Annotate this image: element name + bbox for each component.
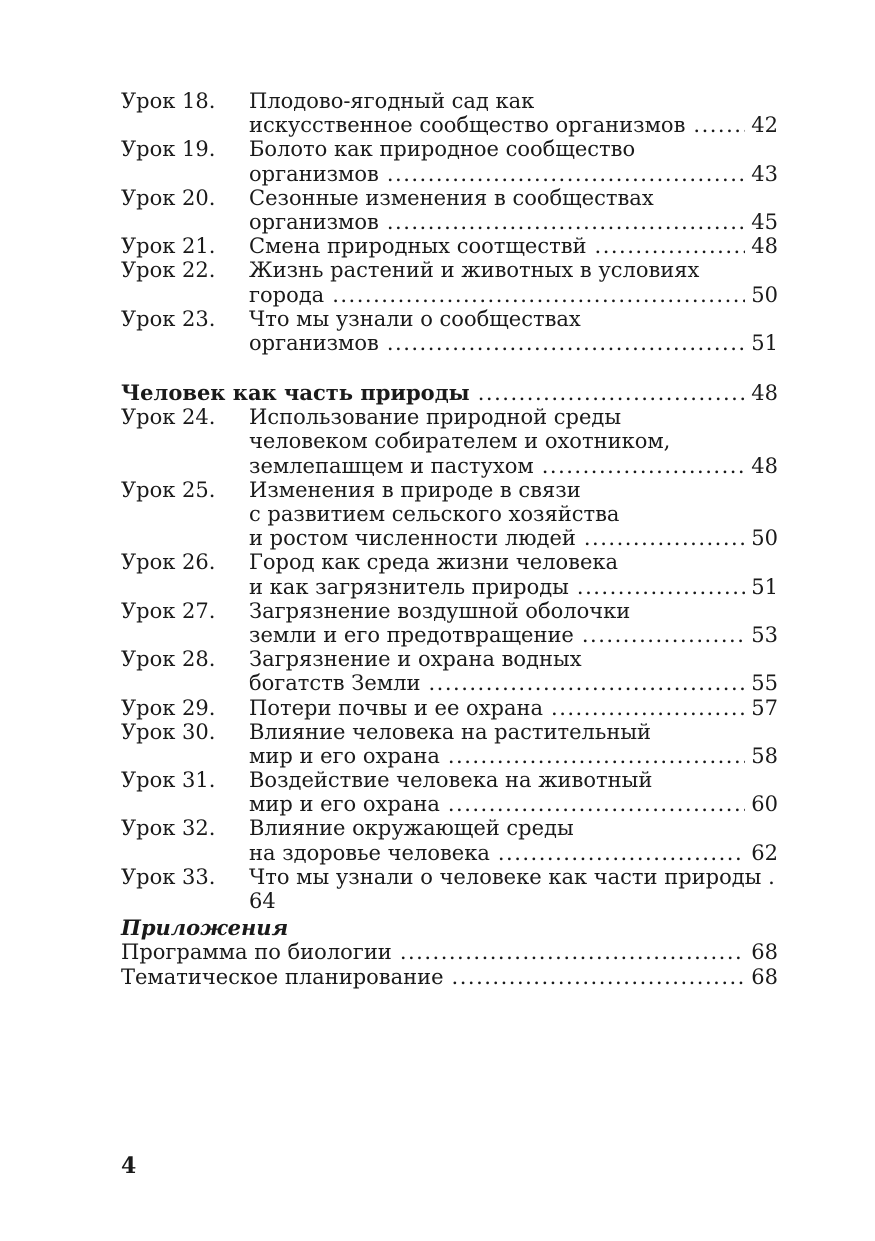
entry-last-line: города bbox=[249, 282, 325, 307]
lesson-number: Урок 23. bbox=[121, 306, 216, 331]
entry-leader-line bbox=[249, 234, 778, 258]
appendix-entry-page: 68 bbox=[751, 964, 778, 989]
entry-leader-line bbox=[249, 792, 778, 816]
entry-page: 62 bbox=[751, 840, 778, 865]
entry-line: Что мы узнали о сообществах bbox=[249, 306, 581, 331]
entry-page: 43 bbox=[751, 161, 778, 186]
entry-leader-line bbox=[249, 526, 778, 550]
section-spacer bbox=[121, 355, 778, 381]
entry-page: 51 bbox=[751, 574, 778, 599]
appendix-entry bbox=[121, 965, 778, 989]
entry-line: Влияние окружающей среды bbox=[249, 816, 574, 841]
dot-leader bbox=[498, 841, 745, 865]
lesson-number: Урок 28. bbox=[121, 647, 216, 672]
entry-body bbox=[249, 137, 778, 185]
entry-line: Использование природной среды bbox=[249, 405, 622, 430]
entry-page: 51 bbox=[751, 330, 778, 355]
entry-line: Болото как природное сообщество bbox=[249, 137, 636, 162]
entry-body bbox=[249, 720, 778, 768]
entry-body bbox=[249, 647, 778, 695]
entry-leader-line bbox=[249, 575, 778, 599]
entry-page: 45 bbox=[751, 209, 778, 234]
appendix-title: Приложения bbox=[121, 915, 289, 941]
entry-body bbox=[249, 865, 778, 913]
entry-line: Плодово-ягодный сад как bbox=[249, 89, 535, 113]
entry-leader-line bbox=[249, 744, 778, 768]
entry-page: 58 bbox=[751, 743, 778, 768]
entry-page: 50 bbox=[751, 282, 778, 307]
entry-last-line: искусственное сообщество организмов bbox=[249, 113, 686, 138]
entry-line: Жизнь растений и животных в условиях bbox=[249, 258, 700, 283]
page-number: 4 bbox=[121, 1153, 137, 1179]
toc-entry bbox=[121, 647, 778, 695]
section-title: Человек как часть природы bbox=[121, 380, 470, 406]
entry-body bbox=[249, 550, 778, 598]
entry-line: Что мы узнали о человеке как части природы . bbox=[249, 864, 775, 889]
entry-line: Город как среда жизни человека bbox=[249, 550, 619, 575]
entry-page: 42 bbox=[751, 113, 778, 138]
entry-page: 50 bbox=[751, 526, 778, 551]
toc-entry bbox=[121, 550, 778, 598]
dot-leader bbox=[542, 454, 746, 478]
dot-leader bbox=[577, 575, 745, 599]
toc-entry bbox=[121, 89, 778, 137]
entry-last-line: богатств Земли bbox=[249, 671, 421, 696]
section-heading-line bbox=[121, 381, 778, 405]
entry-last-line: организмов bbox=[249, 330, 379, 355]
entry-line: Воздействие человека на животный bbox=[249, 768, 653, 793]
table-of-contents bbox=[121, 89, 778, 989]
dot-leader bbox=[387, 331, 745, 355]
lesson-group-1 bbox=[121, 89, 778, 355]
entry-body bbox=[249, 89, 778, 137]
entry-line: Влияние человека на растительный bbox=[249, 719, 652, 744]
entry-page: 57 bbox=[751, 695, 778, 720]
entry-body bbox=[249, 599, 778, 647]
entry-page: 60 bbox=[751, 792, 778, 817]
toc-entry bbox=[121, 768, 778, 816]
dot-leader bbox=[595, 234, 746, 258]
appendix-entry-title: Программа по биологии bbox=[121, 940, 392, 965]
entry-leader-line bbox=[249, 454, 778, 478]
entry-last-line: на здоровье человека bbox=[249, 840, 490, 865]
lesson-number: Урок 33. bbox=[121, 864, 216, 889]
dot-leader bbox=[448, 792, 745, 816]
section-heading bbox=[121, 381, 778, 405]
entry-page: 64 bbox=[249, 889, 276, 913]
lesson-group-2 bbox=[121, 405, 778, 865]
entry-line: Изменения в природе в связи bbox=[249, 477, 581, 502]
entry-page: 55 bbox=[751, 671, 778, 696]
entry-last-line: и ростом численности людей bbox=[249, 526, 576, 551]
dot-leader bbox=[429, 671, 746, 695]
lesson-number: Урок 24. bbox=[121, 405, 216, 430]
lesson-number: Урок 30. bbox=[121, 719, 216, 744]
entry-last-line: и как загрязнитель природы bbox=[249, 574, 569, 599]
appendix-list bbox=[121, 940, 778, 988]
entry-line: Сезонные изменения в сообществах bbox=[249, 185, 654, 210]
entry-last-line: организмов bbox=[249, 209, 379, 234]
entry-leader-line bbox=[249, 696, 778, 720]
dot-leader bbox=[478, 381, 746, 405]
entry-last-line: земли и его предотвращение bbox=[249, 622, 574, 647]
lesson-number: Урок 27. bbox=[121, 598, 216, 623]
entry-body bbox=[249, 258, 778, 306]
lesson-number: Урок 21. bbox=[121, 234, 216, 259]
toc-entry bbox=[121, 186, 778, 234]
toc-entry bbox=[121, 137, 778, 185]
entry-body bbox=[249, 816, 778, 864]
entry-body bbox=[249, 405, 778, 478]
dot-leader bbox=[448, 744, 745, 768]
entry-page: 48 bbox=[751, 453, 778, 478]
toc-entry bbox=[121, 478, 778, 551]
dot-leader bbox=[387, 210, 745, 234]
entry-last-line: землепашцем и пастухом bbox=[249, 453, 534, 478]
toc-entry bbox=[121, 258, 778, 306]
lesson-number: Урок 29. bbox=[121, 695, 216, 720]
entry-body bbox=[249, 696, 778, 720]
dot-leader bbox=[693, 113, 745, 137]
entry-leader-line bbox=[249, 283, 778, 307]
lesson-number: Урок 25. bbox=[121, 477, 216, 502]
lesson-number: Урок 26. bbox=[121, 550, 216, 575]
entry-body bbox=[249, 307, 778, 355]
toc-entry bbox=[121, 816, 778, 864]
toc-entry bbox=[121, 307, 778, 355]
toc-entry bbox=[121, 234, 778, 258]
dot-leader bbox=[452, 965, 746, 989]
lesson-number: Урок 18. bbox=[121, 89, 216, 113]
dot-leader bbox=[400, 940, 745, 964]
entry-leader-line bbox=[249, 210, 778, 234]
toc-entry bbox=[121, 696, 778, 720]
entry-body bbox=[249, 234, 778, 258]
entry-body bbox=[249, 186, 778, 234]
entry-leader-line bbox=[249, 162, 778, 186]
entry-line: человеком собирателем и охотником, bbox=[249, 429, 671, 454]
dot-leader bbox=[551, 696, 745, 720]
dot-leader bbox=[584, 526, 745, 550]
entry-line: с развитием сельского хозяйства bbox=[249, 502, 620, 526]
dot-leader bbox=[387, 162, 745, 186]
toc-entry-lesson-33 bbox=[121, 865, 778, 913]
lesson-number: Урок 22. bbox=[121, 258, 216, 283]
appendix-entry-page: 68 bbox=[751, 940, 778, 965]
entry-page: 53 bbox=[751, 622, 778, 647]
toc-entry bbox=[121, 405, 778, 478]
entry-leader-line bbox=[249, 331, 778, 355]
entry-page: 48 bbox=[751, 234, 778, 259]
section-page: 48 bbox=[751, 381, 778, 406]
entry-last-line: Потери почвы и ее охрана bbox=[249, 695, 544, 720]
entry-leader-line bbox=[249, 671, 778, 695]
dot-leader bbox=[582, 623, 745, 647]
lesson-number: Урок 19. bbox=[121, 137, 216, 162]
appendix-entry bbox=[121, 940, 778, 964]
entry-line: Загрязнение воздушной оболочки bbox=[249, 598, 631, 623]
lesson-number: Урок 31. bbox=[121, 768, 216, 793]
toc-entry bbox=[121, 720, 778, 768]
entry-leader-line bbox=[249, 623, 778, 647]
entry-leader-line bbox=[249, 113, 778, 137]
entry-last-line: Смена природных соотществй bbox=[249, 234, 587, 259]
toc-entry bbox=[121, 599, 778, 647]
dot-leader bbox=[332, 283, 745, 307]
entry-body bbox=[249, 478, 778, 551]
entry-line: Загрязнение и охрана водных bbox=[249, 647, 582, 672]
lesson-number: Урок 20. bbox=[121, 185, 216, 210]
entry-last-line: организмов bbox=[249, 161, 379, 186]
lesson-number: Урок 32. bbox=[121, 816, 216, 841]
entry-body bbox=[249, 768, 778, 816]
entry-last-line: мир и его охрана bbox=[249, 792, 440, 817]
entry-leader-line bbox=[249, 841, 778, 865]
entry-last-line: мир и его охрана bbox=[249, 743, 440, 768]
appendix-entry-title: Тематическое планирование bbox=[121, 964, 444, 989]
